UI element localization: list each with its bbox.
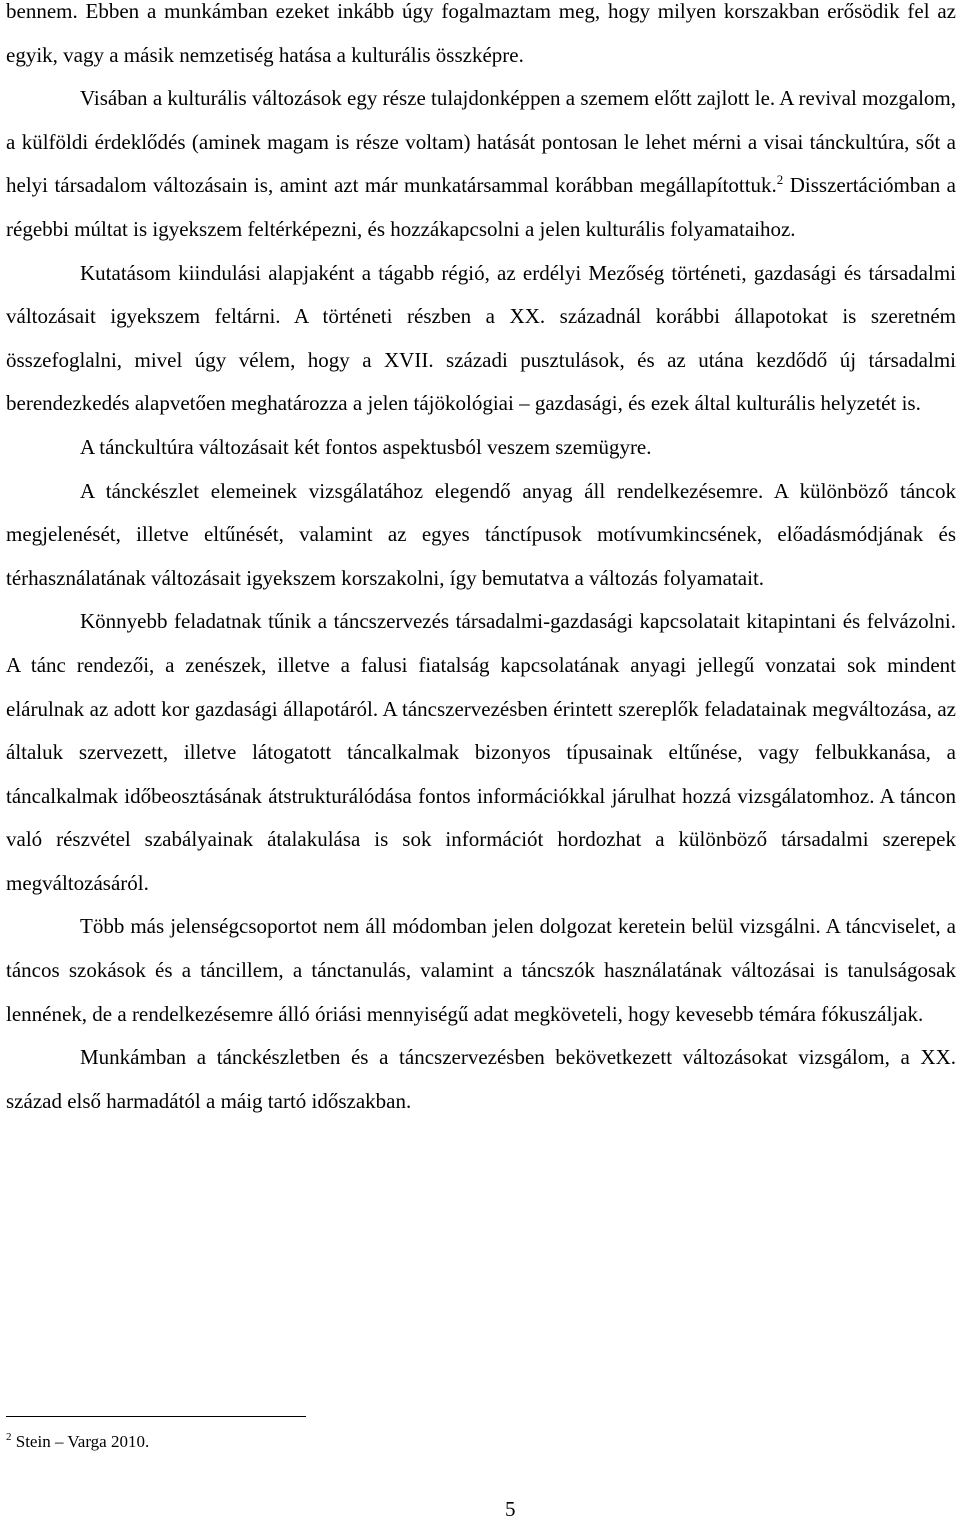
paragraph-8: Munkámban a tánckészletben és a táncszervezésben bekövetkezett változásokat vizsgálom, a XX. század első harmadától a máig tartó időszakban. xyxy=(6,1045,956,1113)
footnote-separator xyxy=(6,1416,306,1417)
paragraph-2-text-continued: Disszertációmban a régebbi múltat is igyekszem feltérképezni, és hozzákapcsolni a jelen kulturális folyamataihoz. xyxy=(6,173,956,241)
paragraph-6: Könnyebb feladatnak tűnik a táncszervezés társadalmi-gazdasági kapcsolatait kitapintani és felvázolni. A tánc rendezői, a zenészek, illetve a falusi fiatalság kapcsolatának anyagi jellegű vonzatai sok mindent elárulnak az adott kor gazdasági állapotáról. A táncszervezésben érintett szereplők feladatainak megváltozása, az általuk szervezett, illetve látogatott táncalkalmak bizonyos típusainak eltűnése, vagy felbukkanása, a táncalkalmak időbeosztásának átstrukturálódása fontos információkkal járulhat hozzá vizsgálatomhoz. A táncon való részvétel szabályainak átalakulása is sok információt hordozhat a különböző társadalmi szerepek megváltozásáról. xyxy=(6,609,956,895)
paragraph-2-text: Visában a kulturális változások egy része tulajdonképpen a szemem előtt zajlott le. A revival mozgalom, a külföldi érdeklődés (aminek magam is része voltam) hatását pontosan le lehet mérni a visai tánckultúra, sőt a helyi társadalom változásain is, amint azt már munkatársammal korábban megállapítottuk. xyxy=(6,86,956,198)
paragraph-1: bennem. Ebben a munkámban ezeket inkább úgy fogalmaztam meg, hogy milyen korszakban erősödik fel az egyik, vagy a másik nemzetiség hatása a kulturális összképre. xyxy=(6,0,956,67)
paragraph-7: Több más jelenségcsoportot nem áll módomban jelen dolgozat keretein belül vizsgálni. A táncviselet, a táncos szokások és a táncillem, a tánctanulás, valamint a táncszók használatának változásai is tanulságosak lennének, de a rendelkezésemre álló óriási mennyiségű adat megköveteli, hogy kevesebb témára fókuszáljak. xyxy=(6,914,956,1026)
paragraph-2 xyxy=(6,77,956,251)
footnote-text: Stein – Varga 2010. xyxy=(11,1432,150,1451)
body-text xyxy=(6,0,956,1123)
footnote-number: 2 xyxy=(6,1431,12,1443)
footnote-reference: 2 xyxy=(776,172,784,188)
paragraph-5: A tánckészlet elemeinek vizsgálatához elegendő anyag áll rendelkezésemre. A különböző táncok megjelenését, illetve eltűnését, valamint az egyes tánctípusok motívumkincsének, előadásmódjának és térhasználatának változásait igyekszem korszakolni, így bemutatva a változás folyamatait. xyxy=(6,478,956,590)
page-number: 5 xyxy=(505,1497,516,1521)
paragraph-3: Kutatásom kiindulási alapjaként a tágabb régió, az erdélyi Mezőség történeti, gazdasági és társadalmi változásait igyekszem feltárni. A történeti részben a XX. századnál korábbi állapotokat is szeretném összefoglalni, mivel úgy vélem, hogy a XVII. századi pusztulások, és az utána kezdődő új társadalmi berendezkedés alapvetően meghatározza a jelen tájökológiai – gazdasági, és ezek által kulturális helyzetét is. xyxy=(6,260,956,416)
paragraph-4: A tánckultúra változásait két fontos aspektusból veszem szemügyre. xyxy=(80,434,652,459)
footnote xyxy=(6,1430,149,1454)
